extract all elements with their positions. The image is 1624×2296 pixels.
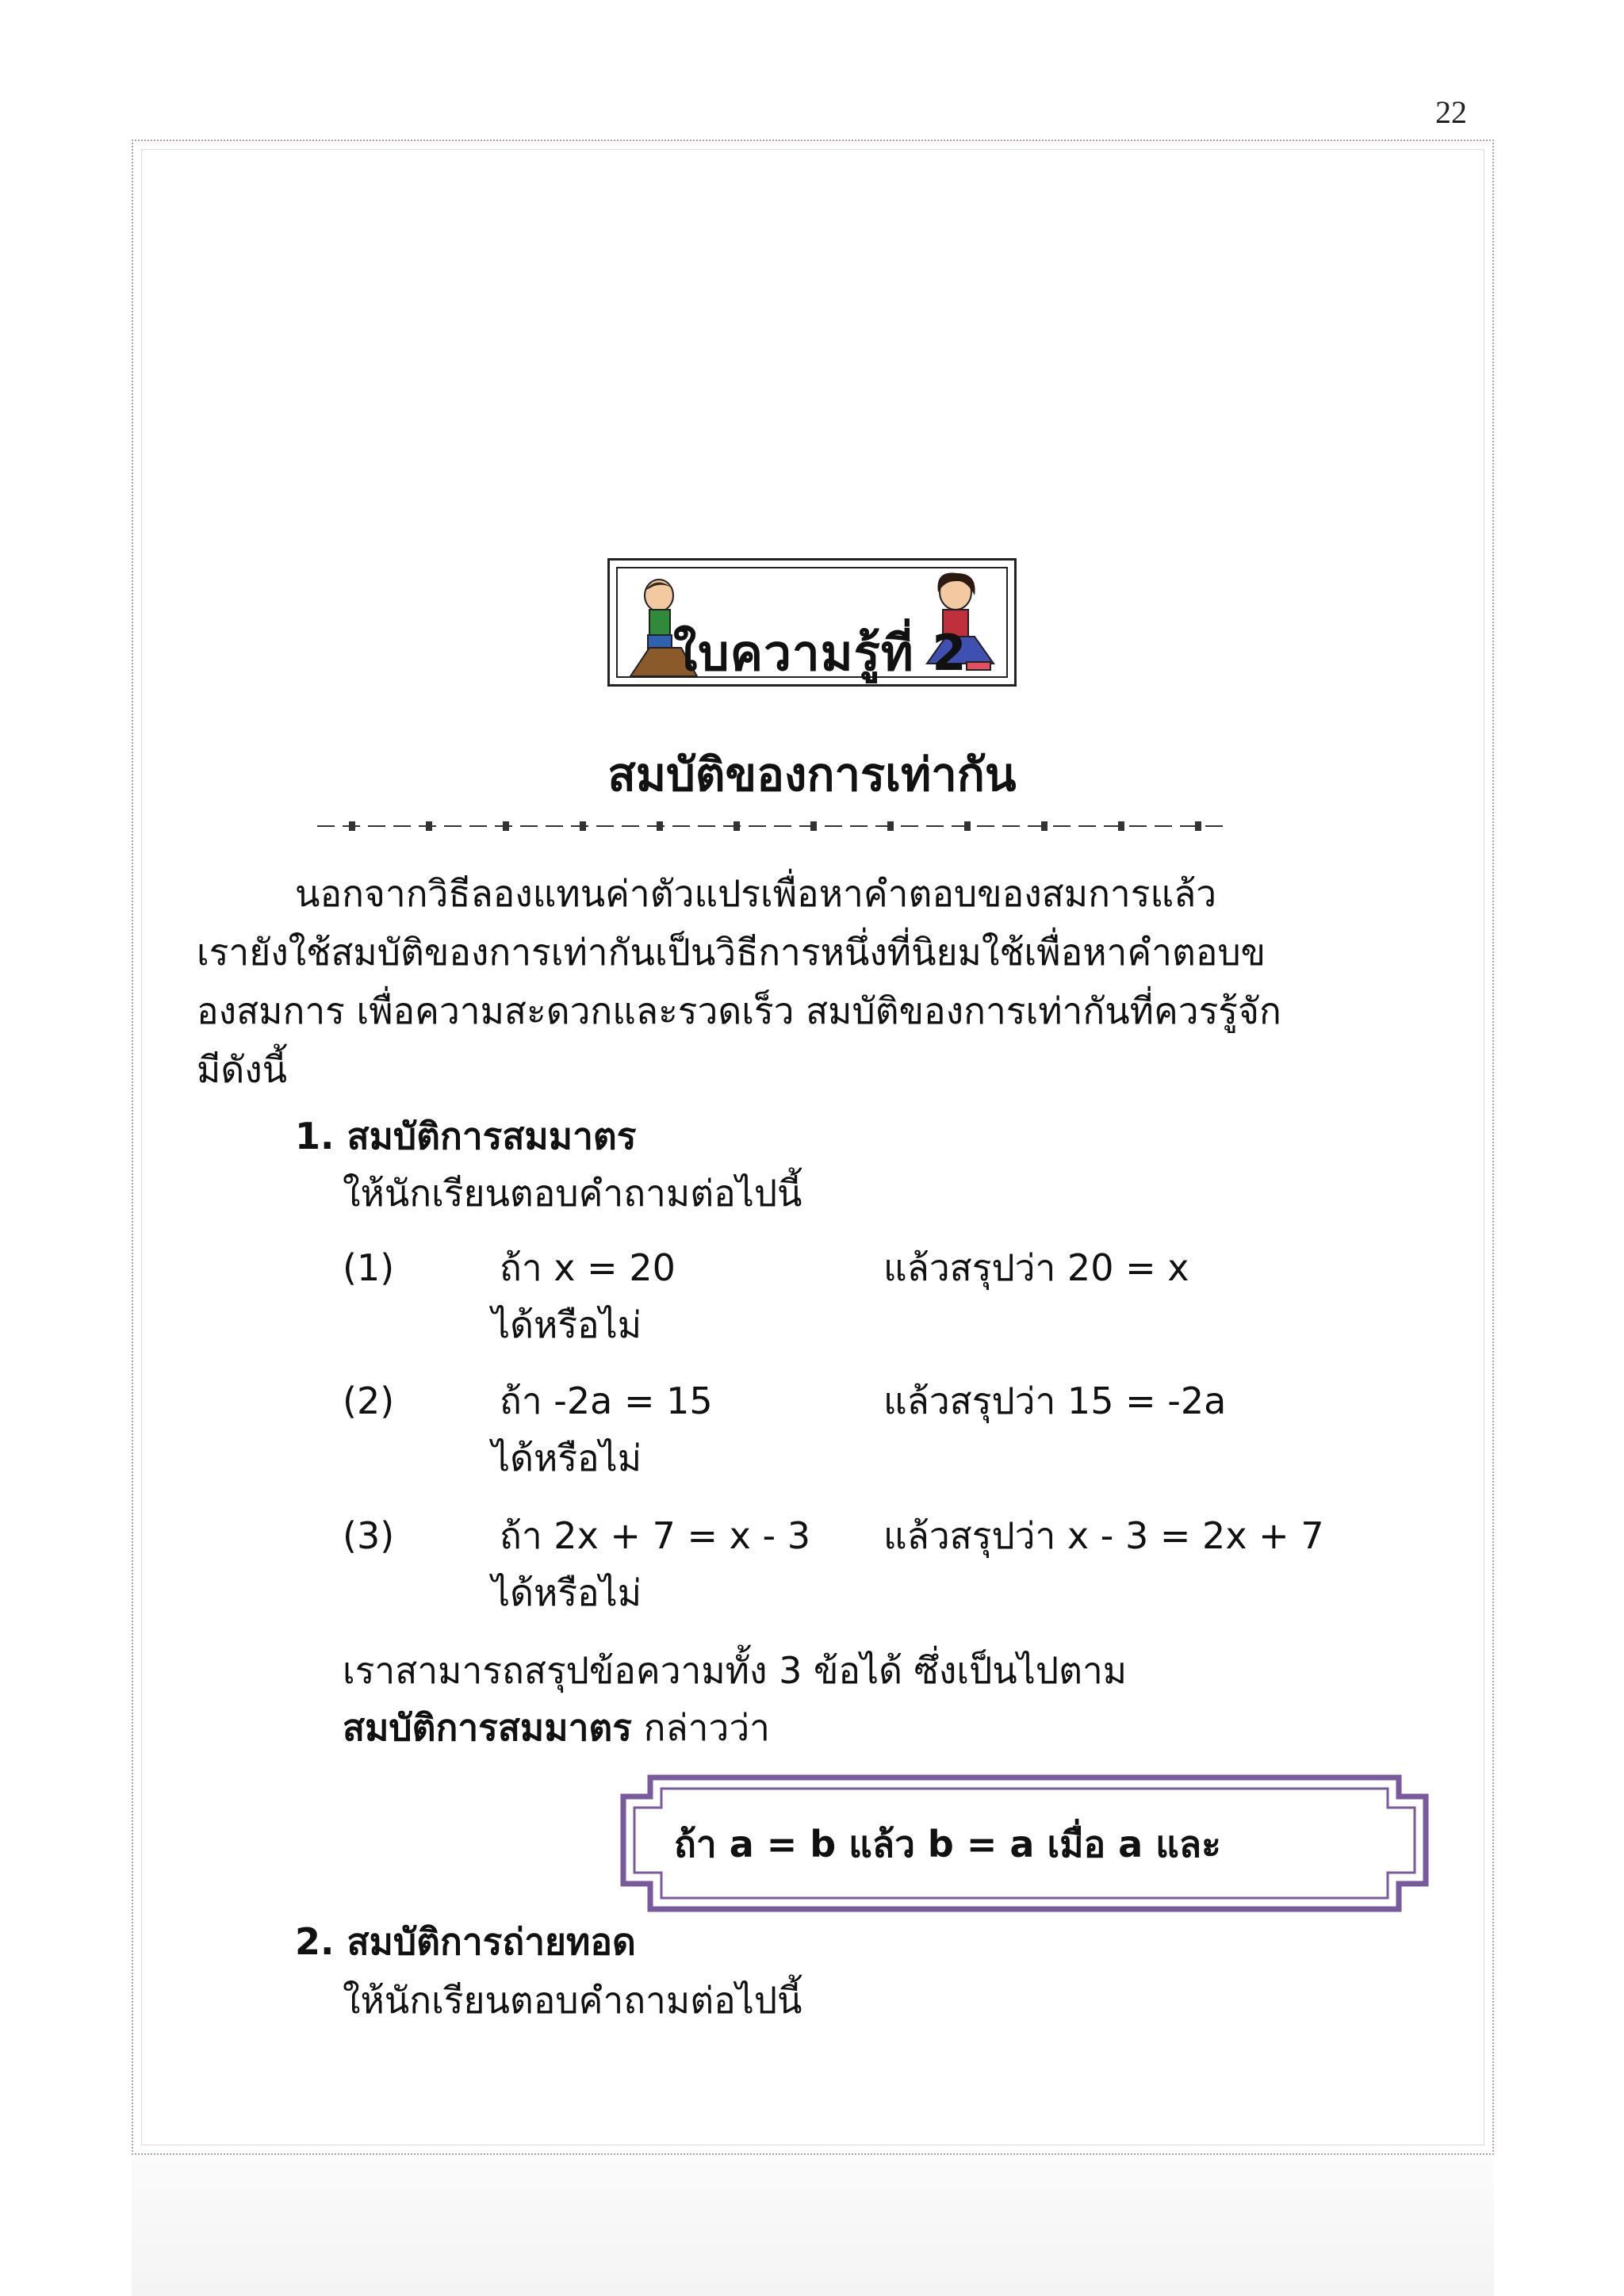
question-2-if: ถ้า -2a = 15 — [500, 1380, 713, 1422]
intro-line-3: องสมการ เพื่อความสะดวกและรวดเร็ว สมบัติของการเท่ากันที่ควรรู้จัก — [197, 989, 1281, 1032]
conclusion-line-2 — [343, 1698, 770, 1757]
subtitle: สมบัติของการเท่ากัน — [607, 748, 1017, 802]
page-bottom-shade — [132, 2155, 1494, 2296]
question-1-if: ถ้า x = 20 — [500, 1246, 676, 1289]
intro-line-2: เรายังใช้สมบัติของการเท่ากันเป็นวิธีการหนึ่งที่นิยมใช้เพื่อหาคำตอบข — [197, 931, 1266, 974]
rule-box — [619, 1773, 1431, 1915]
question-3-if: ถ้า 2x + 7 = x - 3 — [500, 1514, 810, 1557]
title-banner — [607, 558, 1017, 687]
question-3-then: แล้วสรุปว่า x - 3 = 2x + 7 — [883, 1514, 1324, 1557]
section2-heading: 2. สมบัติการถ่ายทอด — [295, 1920, 636, 1963]
section1-heading: 1. สมบัติการสมมาตร — [295, 1115, 637, 1158]
conclusion-bold-term: สมบัติการสมมาตร — [343, 1706, 632, 1749]
question-2-tail: ได้หรือไม่ — [492, 1437, 642, 1479]
section1-instruction: ให้นักเรียนตอบคำถามต่อไปนี้ — [343, 1172, 802, 1215]
rule-statement: ถ้า a = b แล้ว b = a เมื่อ a และ — [674, 1823, 1221, 1862]
title-banner-text: ใบความรู้ที่ 2 — [673, 624, 967, 682]
question-3-tail: ได้หรือไม่ — [492, 1571, 642, 1614]
section2-instruction: ให้นักเรียนตอบคำถามต่อไปนี้ — [343, 1979, 802, 2022]
conclusion-line-1: เราสามารถสรุปข้อความทั้ง 3 ข้อได้ ซึ่งเป็นไปตาม — [343, 1649, 1128, 1692]
question-2-then: แล้วสรุปว่า 15 = -2a — [883, 1380, 1227, 1422]
dashed-divider — [317, 817, 1229, 836]
conclusion-tail: กล่าวว่า — [632, 1706, 770, 1749]
question-1-then: แล้วสรุปว่า 20 = x — [883, 1246, 1189, 1289]
intro-line-1: นอกจากวิธีลองแทนค่าตัวแปรเพื่อหาคำตอบของสมการแล้ว — [295, 872, 1217, 915]
question-1-tail: ได้หรือไม่ — [492, 1303, 642, 1346]
question-2-number: (2) — [343, 1380, 395, 1422]
question-3-number: (3) — [343, 1514, 395, 1557]
question-1-number: (1) — [343, 1246, 395, 1289]
page-number: 22 — [1435, 94, 1467, 130]
intro-line-4: มีดังนี้ — [197, 1048, 288, 1091]
